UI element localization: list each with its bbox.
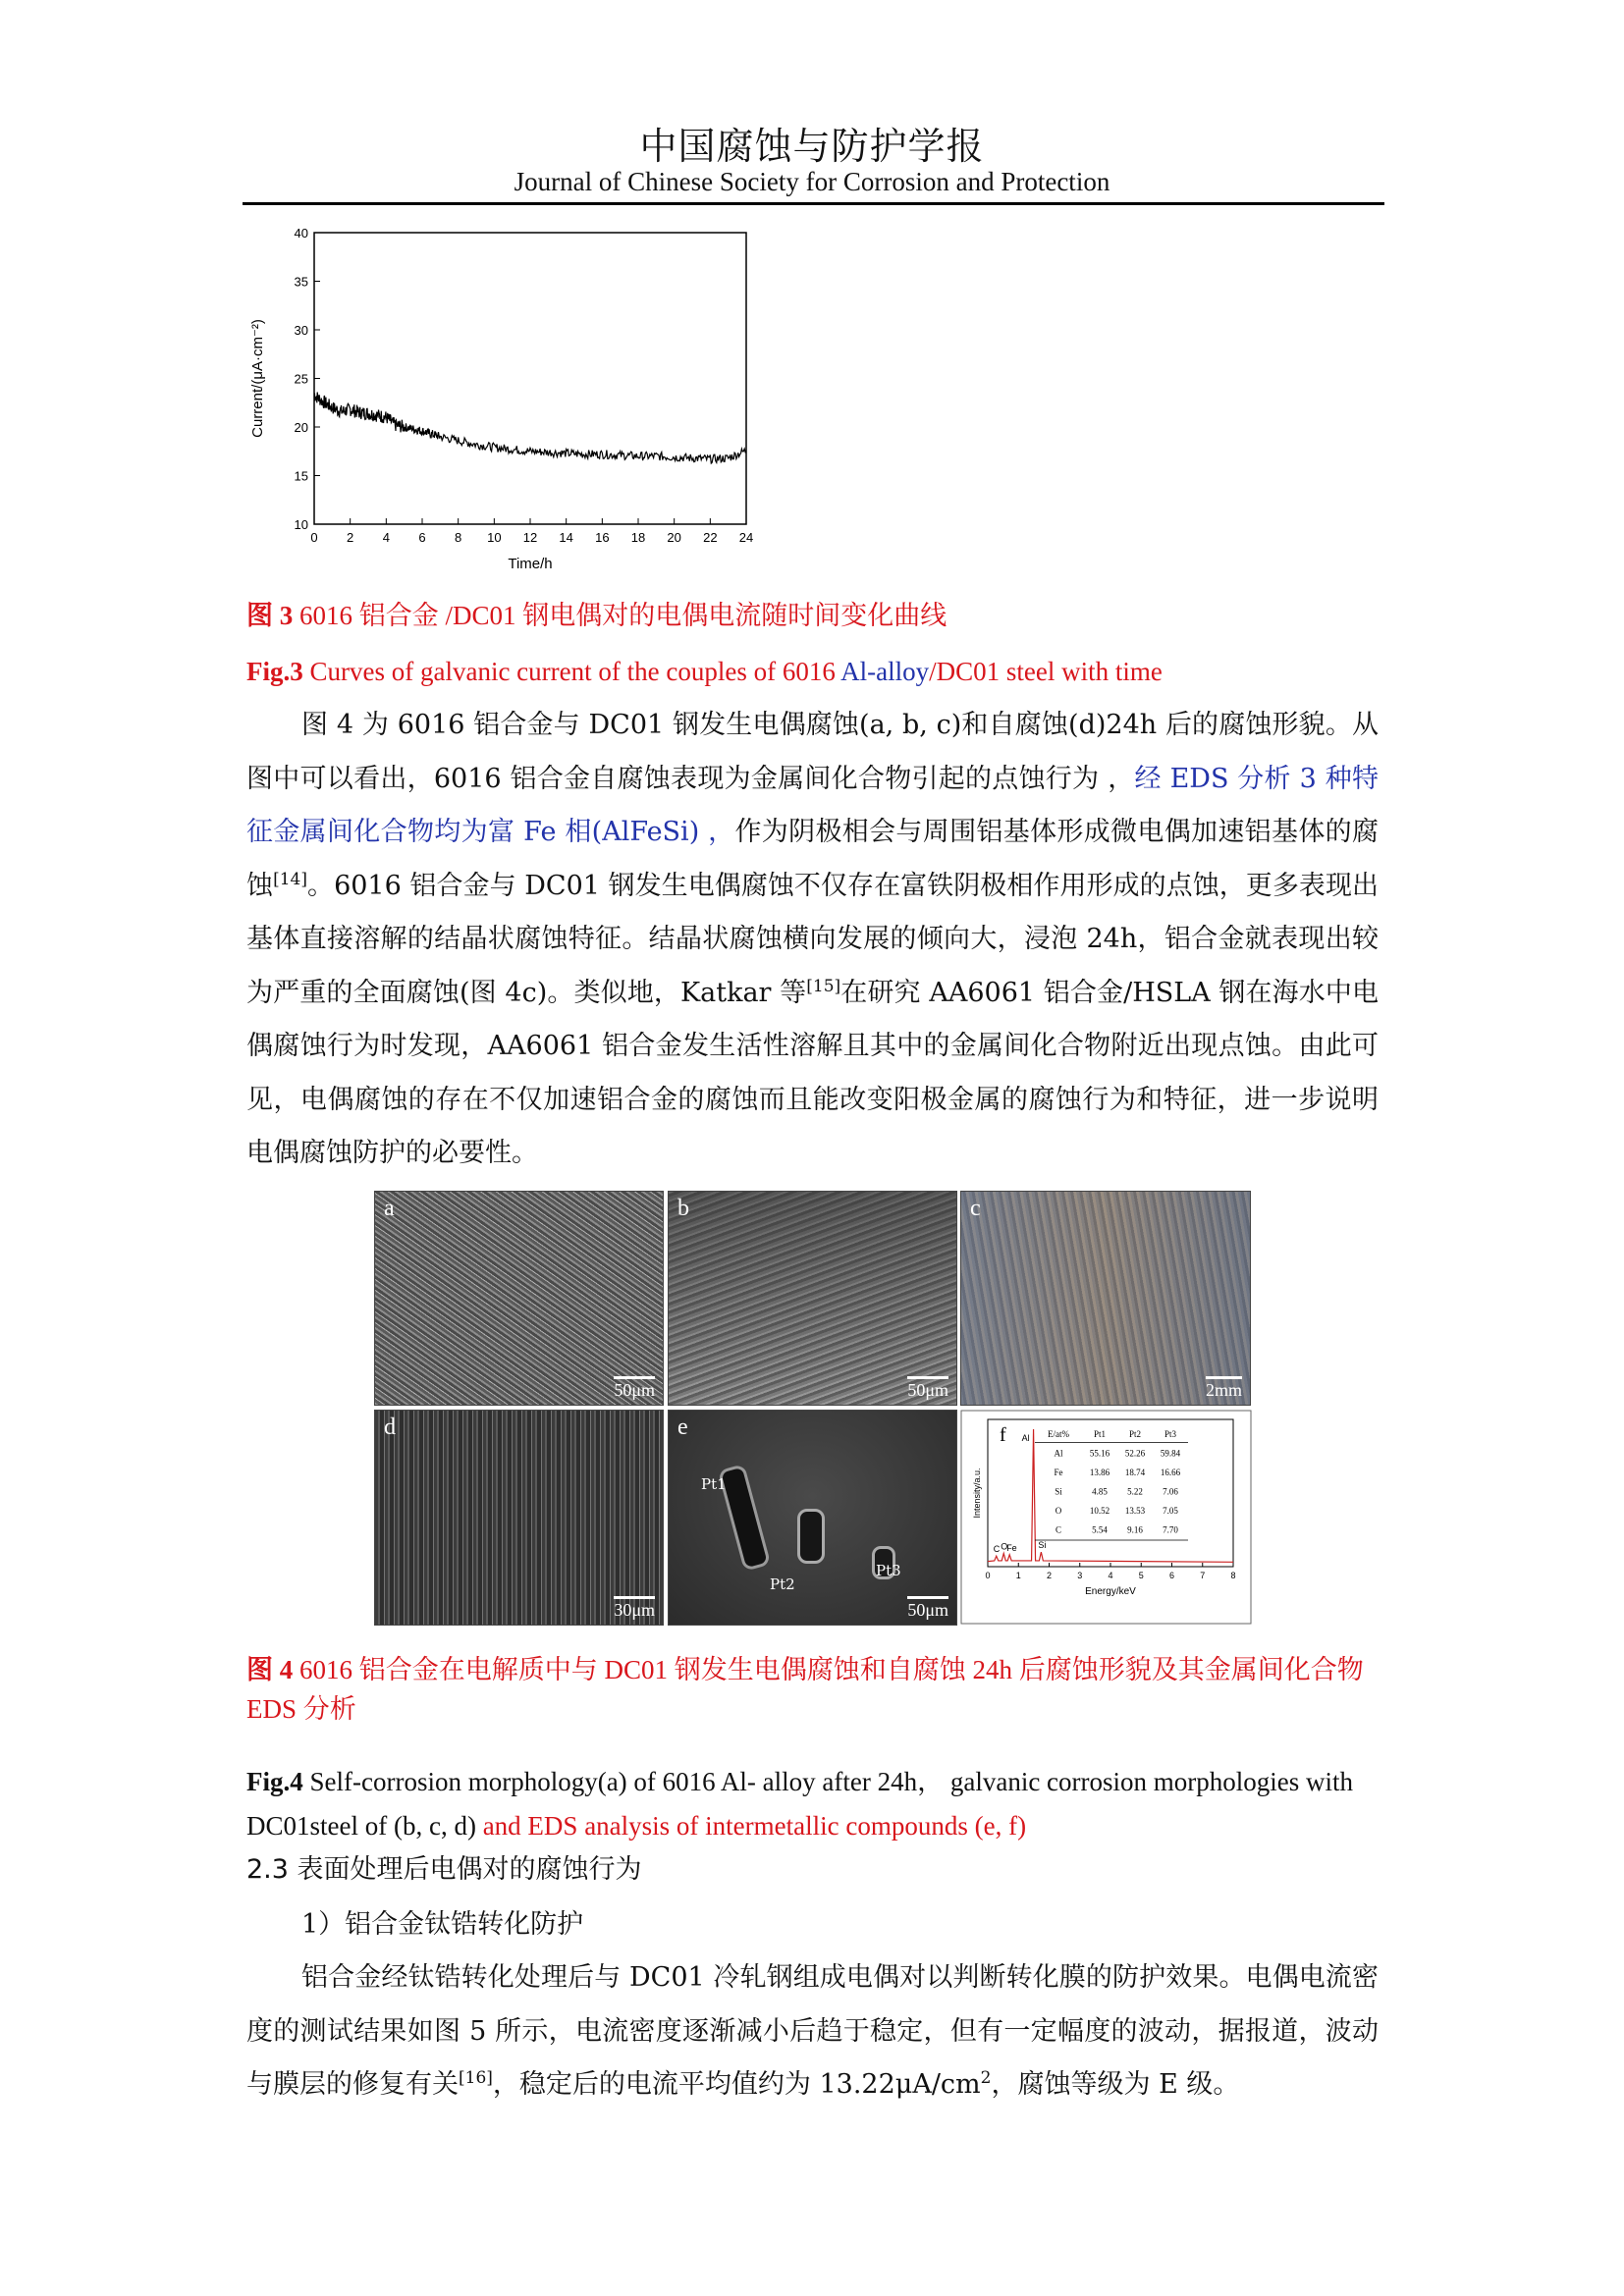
unit-superscript: 2: [980, 2068, 992, 2088]
eds-x-tick-label: 0: [985, 1571, 991, 1580]
eds-x-tick-label: 4: [1108, 1571, 1113, 1580]
eds-table-cell: 13.86: [1089, 1468, 1110, 1477]
sem-panel-b: [668, 1191, 957, 1406]
eds-table-cell: 5.22: [1127, 1486, 1143, 1497]
panel-label-a: a: [384, 1196, 395, 1221]
fig4-caption-en-label: Fig.4: [246, 1767, 303, 1796]
citation-15: [15]: [806, 976, 841, 996]
eds-peak-label: Si: [1038, 1540, 1047, 1551]
sem-panel-e: [668, 1410, 957, 1626]
para1-text1: 图 4 为 6016 铝合金与 DC01 钢发生电偶腐蚀(a, b, c)和自腐蚀(d)24h 后的腐蚀形貌。从图中可以看出，6016 铝合金自腐蚀表现为金属间化合物引起的点蚀行为 ，: [246, 710, 1379, 794]
para1-text2-highlight: 经 EDS 分析 3 种特征金属间化合物均为富 Fe 相(AlFeSi) ，: [246, 763, 1379, 847]
eds-table-cell: 59.84: [1160, 1448, 1181, 1459]
journal-title-cn: 中国腐蚀与防护学报: [639, 125, 985, 168]
x-tick-label: 16: [595, 530, 610, 545]
eds-peak-label: Al: [1021, 1433, 1030, 1443]
x-tick-label: 10: [487, 530, 502, 545]
eds-table-cell: 4.85: [1092, 1486, 1108, 1497]
eds-x-tick-label: 8: [1230, 1571, 1236, 1580]
eds-x-tick-label: 6: [1168, 1571, 1175, 1580]
eds-y-label: Intensity/a.u.: [972, 1468, 982, 1519]
current-series-line: [314, 393, 746, 464]
para2-text2: ，稳定后的电流平均值约为 13.22μA/cm: [492, 2069, 981, 2100]
fig4-caption-cn: [246, 1650, 1380, 1729]
x-tick-label: 6: [418, 530, 426, 545]
panel-label-d: d: [384, 1415, 396, 1440]
eds-table-cell: Si: [1055, 1486, 1062, 1497]
point-label-pt1: Pt1: [701, 1475, 727, 1493]
eds-x-tick-label: 7: [1200, 1571, 1206, 1580]
optical-panel-c: [960, 1191, 1251, 1406]
eds-table-cell: 52.26: [1124, 1448, 1146, 1459]
x-tick-label: 24: [738, 530, 754, 545]
scale-bar-c: 2mm: [1205, 1380, 1242, 1400]
x-tick-label: 14: [559, 530, 573, 545]
fig3-chart: [236, 221, 766, 579]
journal-title-en: Journal of Chinese Society for Corrosion and Protection: [514, 167, 1110, 196]
panel-label-c: c: [970, 1196, 981, 1221]
eds-x-tick-label: 5: [1138, 1571, 1144, 1580]
body-paragraph-2: [246, 1951, 1379, 2112]
para1-text4: 。6016 铝合金与 DC01 钢发生电偶腐蚀不仅存在富铁阴极相作用形成的点蚀，更多表现出基体直接溶解的结晶状腐蚀特征。结晶状腐蚀横向发展的倾向大，浸泡 24h，铝合金就表现出较为严重的全面腐蚀(图 4c)。类似地，Katkar 等: [246, 870, 1380, 1008]
x-tick-label: 22: [703, 530, 718, 545]
eds-x-tick-label: 1: [1015, 1571, 1021, 1580]
body-paragraph-1: [246, 699, 1379, 1181]
eds-peak-label: Fe: [1006, 1542, 1017, 1553]
sem-panel-d: [374, 1410, 664, 1626]
point-label-pt3: Pt3: [876, 1562, 901, 1579]
eds-table-cell: 7.06: [1163, 1486, 1178, 1497]
x-tick-label: 0: [310, 530, 318, 545]
fig4-caption-en-text1: Self-corrosion morphology(a) of 6016 Al- alloy after 24h， galvanic corrosion morphologies with DC01steel of (b, c, d): [246, 1767, 1354, 1841]
x-tick-label: 8: [455, 530, 462, 545]
subsection-heading: 1）铝合金钛锆转化防护: [301, 1909, 584, 1940]
eds-table-cell: 5.54: [1092, 1524, 1108, 1535]
y-tick-label: 35: [294, 274, 308, 290]
eds-panel-f: [960, 1410, 1255, 1629]
x-tick-label: 4: [382, 530, 390, 545]
panel-label-b: b: [677, 1196, 689, 1221]
eds-table-cell: 55.16: [1089, 1448, 1110, 1459]
scale-bar-d: 30μm: [614, 1600, 655, 1620]
point-label-pt2: Pt2: [770, 1575, 795, 1593]
citation-14: [14]: [273, 869, 307, 889]
para1-text5: 在研究 AA6061 铝合金/HSLA 钢在海水中电偶腐蚀行为时发现，AA6061 铝合金发生活性溶解且其中的金属间化合物附近出现点蚀。由此可见，电偶腐蚀的存在不仅加速铝合金的腐蚀而且能改变阳极金属的腐蚀行为和特征，进一步说明电偶腐蚀防护的必要性。: [246, 977, 1379, 1168]
fig3-plot-frame: [314, 233, 746, 524]
eds-table-header: Pt3: [1164, 1429, 1177, 1439]
eds-table-header: E/at%: [1048, 1429, 1069, 1439]
eds-table-cell: Al: [1054, 1448, 1063, 1459]
x-tick-label: 18: [630, 530, 646, 545]
y-tick-label: 15: [294, 468, 308, 484]
x-tick-label: 20: [667, 530, 681, 545]
eds-table-cell: 18.74: [1124, 1468, 1146, 1477]
fig3-caption-en-text2: Al-alloy: [840, 657, 930, 686]
eds-table-cell: O: [1055, 1506, 1062, 1516]
y-tick-label: 25: [294, 371, 308, 387]
y-tick-label: 10: [294, 517, 308, 532]
fig3-caption-cn-text: 6016 铝合金 /DC01 钢电偶对的电偶电流随时间变化曲线: [299, 601, 947, 630]
fig3-caption-cn-label: 图 3: [246, 601, 294, 630]
y-tick-label: 30: [294, 323, 308, 338]
fig3-caption-en-text3: /DC01 steel with time: [929, 657, 1163, 686]
eds-table-cell: Fe: [1054, 1468, 1063, 1477]
eds-table-header: Pt2: [1128, 1429, 1142, 1439]
eds-spectrum-plot: [961, 1411, 1251, 1624]
y-tick-label: 20: [294, 420, 308, 435]
fig3-caption-en-text1: Curves of galvanic current of the couples of 6016: [309, 657, 836, 686]
eds-peak-label: C: [993, 1544, 1001, 1555]
citation-16: [16]: [459, 2068, 493, 2088]
eds-table-cell: 16.66: [1160, 1468, 1181, 1477]
eds-table-cell: C: [1055, 1524, 1062, 1535]
eds-table-cell: 7.70: [1163, 1524, 1178, 1535]
eds-table-cell: 13.53: [1124, 1506, 1146, 1516]
para2-text3: ，腐蚀等级为 E 级。: [991, 2069, 1240, 2100]
y-tick-label: 40: [294, 226, 308, 240]
eds-x-tick-label: 2: [1046, 1571, 1053, 1580]
fig4-caption-en-text2: and EDS analysis of intermetallic compounds (e, f): [482, 1811, 1027, 1841]
eds-peak-label: O: [1001, 1541, 1008, 1552]
fig3-caption-en: [246, 652, 1163, 691]
x-tick-label: 12: [522, 530, 538, 545]
eds-table-cell: 10.52: [1089, 1506, 1110, 1516]
header-rule: [243, 202, 1384, 205]
fig3-caption-en-label: Fig.3: [246, 657, 303, 686]
panel-label-e: e: [677, 1415, 688, 1440]
section-heading: 2.3 表面处理后电偶对的腐蚀行为: [246, 1854, 642, 1885]
scale-bar-a: 50μm: [614, 1380, 655, 1400]
x-tick-label: 2: [347, 530, 354, 545]
intermetallic-particle-2: [797, 1509, 825, 1564]
para1-text3: 作为阴极相会与周围铝基体形成微电偶加速铝基体的腐蚀: [246, 817, 1379, 901]
eds-table-cell: 7.05: [1163, 1506, 1178, 1516]
para2-text1: 铝合金经钛锆转化处理后与 DC01 冷轧钢组成电偶对以判断转化膜的防护效果。电偶电流密度的测试结果如图 5 所示，电流密度逐渐减小后趋于稳定，但有一定幅度的波动，据报道，波动与膜层的修复有关: [246, 1962, 1379, 2100]
fig4-caption-en: [246, 1760, 1380, 1848]
eds-x-label: Energy/keV: [1085, 1586, 1136, 1597]
eds-panel-label-f: f: [1000, 1424, 1006, 1446]
fig4-caption-cn-label: 图 4: [246, 1655, 294, 1684]
fig3-plot-area: [249, 226, 753, 572]
fig4-caption-cn-text: 6016 铝合金在电解质中与 DC01 钢发生电偶腐蚀和自腐蚀 24h 后腐蚀形貌及其金属间化合物 EDS 分析: [246, 1655, 1364, 1724]
scale-bar-b: 50μm: [907, 1380, 948, 1400]
x-axis-label: Time/h: [508, 556, 553, 572]
y-axis-label: Current/(μA·cm⁻²): [249, 319, 266, 438]
eds-x-tick-label: 3: [1077, 1571, 1083, 1580]
scale-bar-e: 50μm: [907, 1600, 948, 1620]
eds-table-header: Pt1: [1093, 1429, 1107, 1439]
eds-table-cell: 9.16: [1127, 1524, 1143, 1535]
fig3-caption-cn: [246, 596, 947, 635]
sem-panel-a: [374, 1191, 664, 1406]
